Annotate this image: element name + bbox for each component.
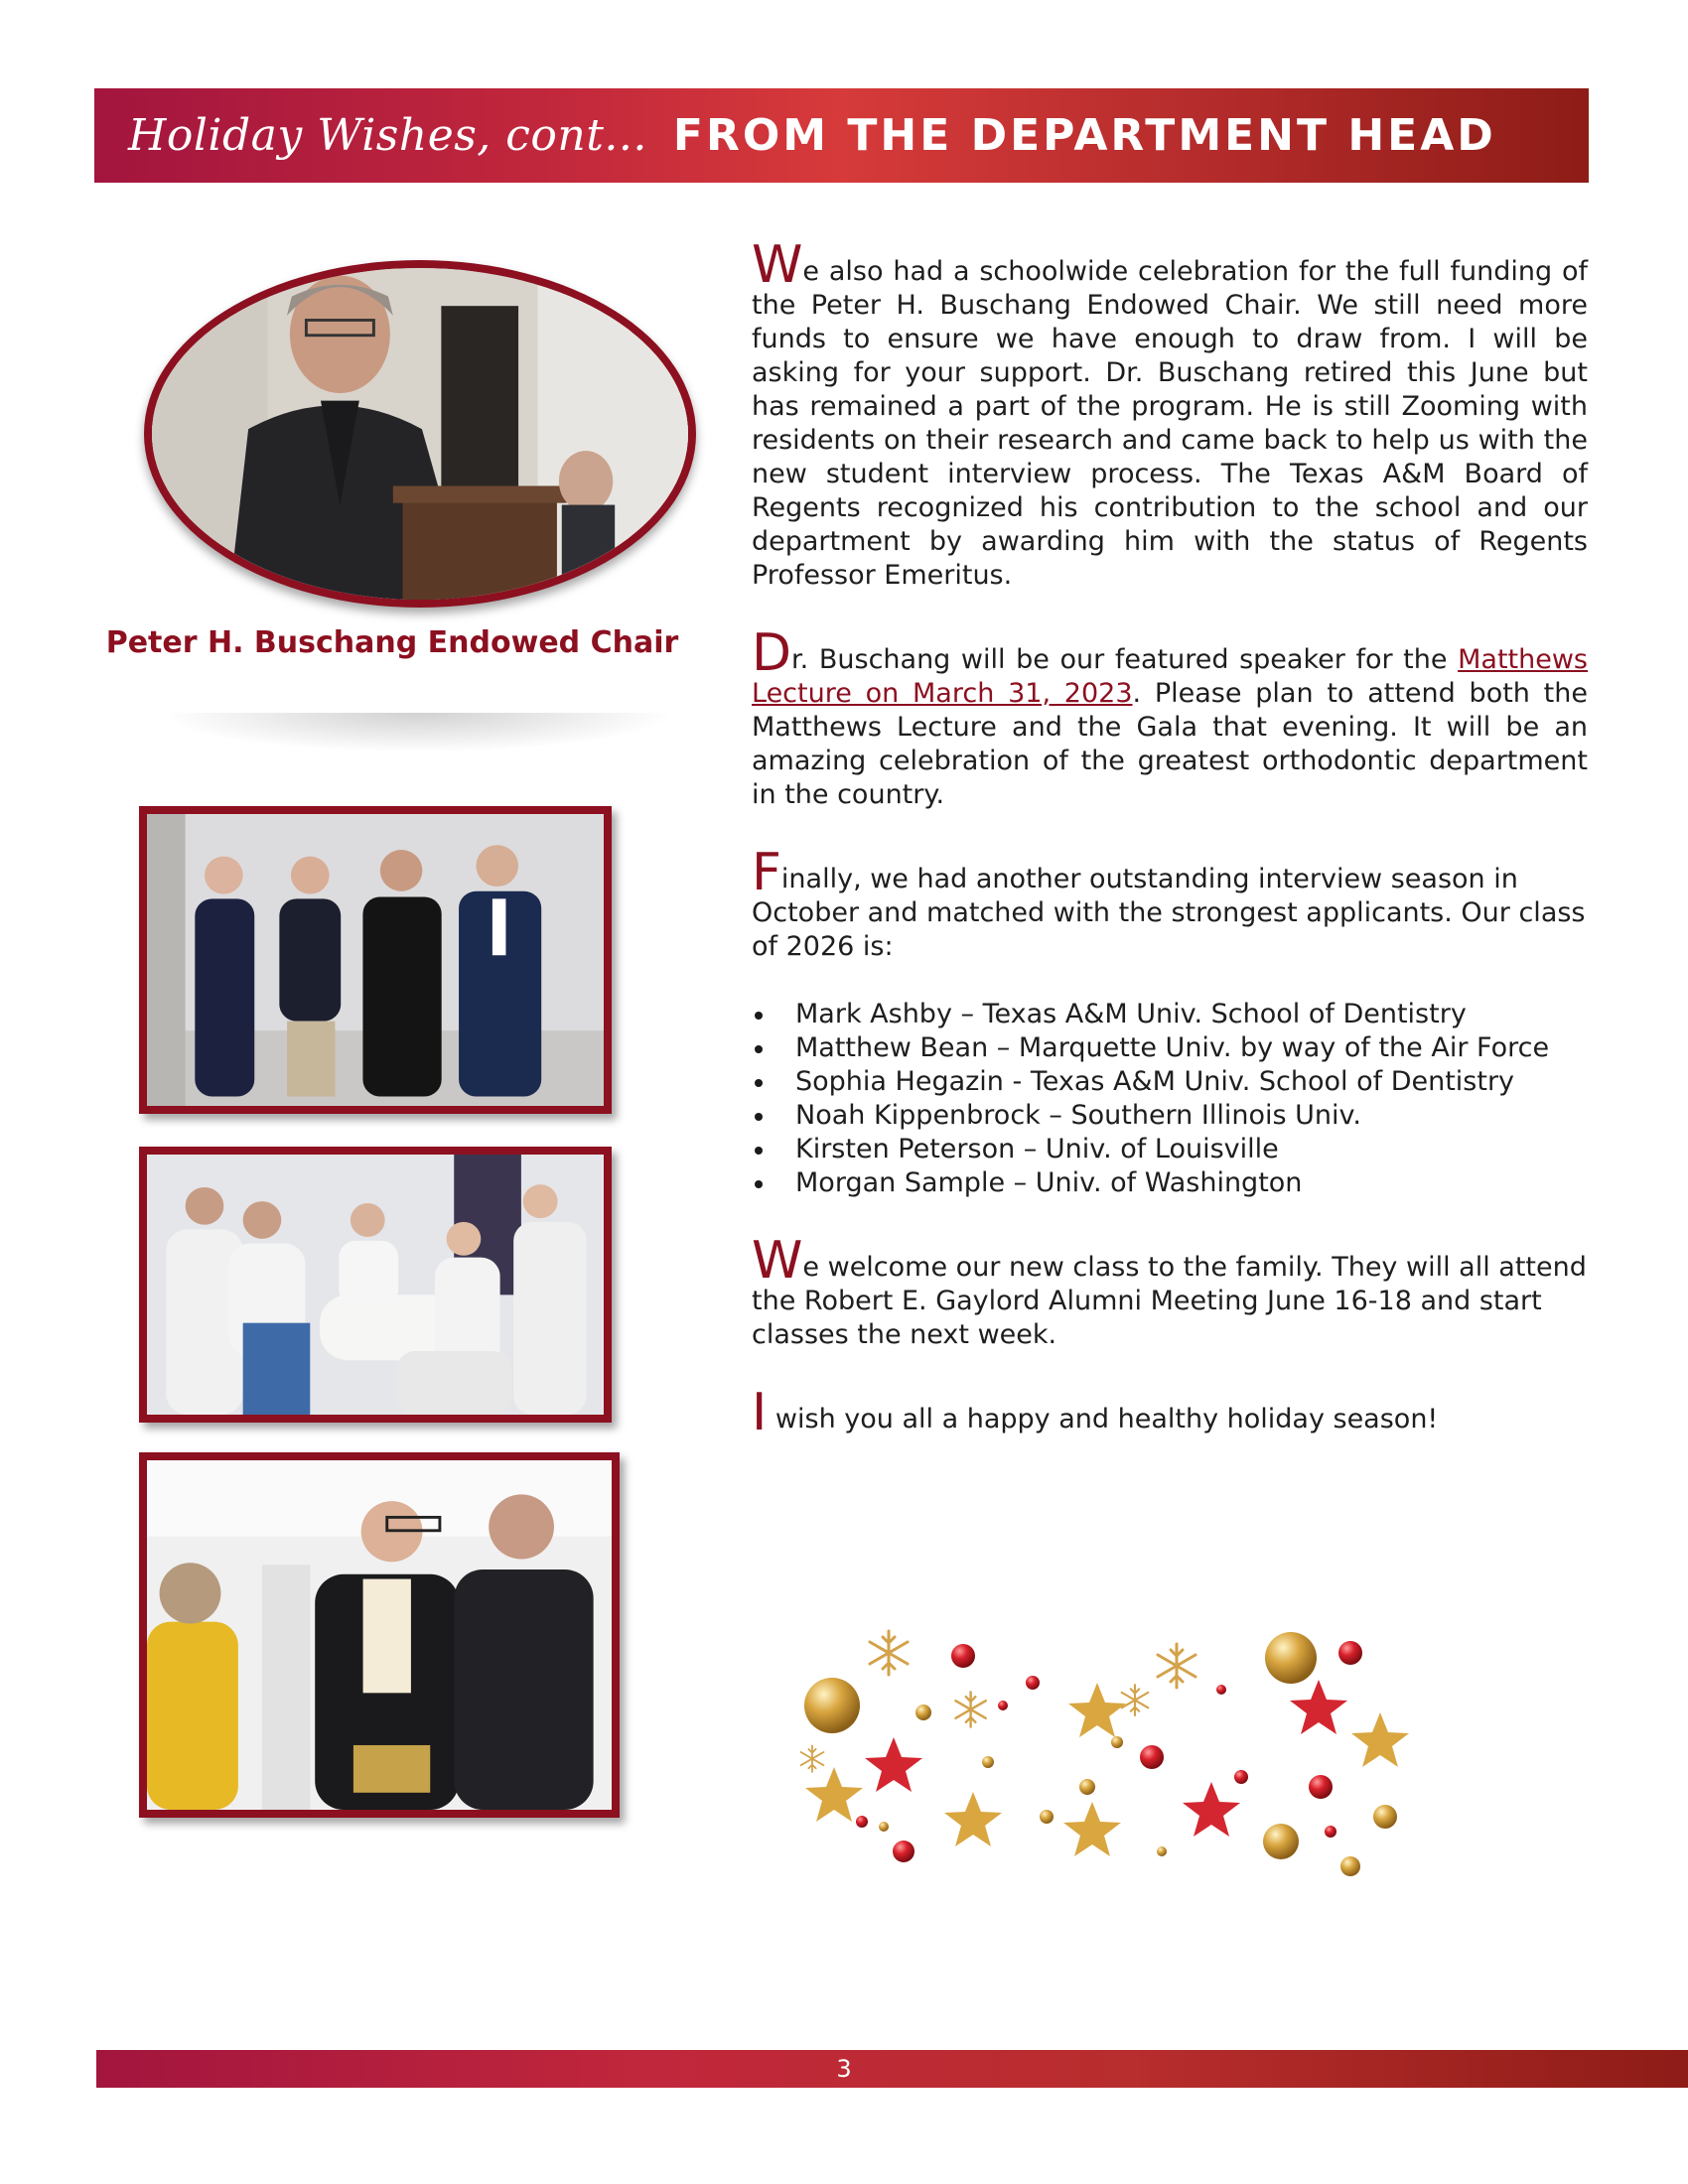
gold-ball-icon [1373,1805,1397,1829]
drop-cap: W [752,1231,803,1291]
residents-seated-photo [139,1147,612,1423]
list-item: Noah Kippenbrock – Southern Illinois Univ. [752,1099,1588,1133]
paragraph-matthews-lecture [752,623,1588,812]
red-ball-icon [893,1841,914,1862]
decorative-shadow [159,713,675,752]
matthews-lecture-link[interactable]: Matthews Lecture on March 31, 2023 [752,644,1588,709]
drop-cap: I [752,1383,768,1442]
paragraph-interview-season [752,843,1588,964]
buschang-conversation-photo [139,1452,620,1818]
red-star-icon [865,1737,922,1792]
red-ball-icon [1309,1775,1333,1799]
snowflake-icon [1122,1685,1149,1715]
gold-ball-icon [1340,1856,1360,1876]
paragraph-endowed-chair [752,235,1588,593]
banner-title: FROM THE DEPARTMENT HEAD [672,110,1496,161]
gold-star-icon [1063,1802,1121,1856]
paragraph-text: r. Buschang will be our featured speaker for the [791,644,1459,675]
list-item: Sophia Hegazin - Texas A&M Univ. School of Dentistry [752,1065,1588,1099]
article-body [752,235,1588,1480]
red-star-icon [1183,1782,1240,1837]
gold-star-icon [944,1792,1002,1846]
red-star-icon [1290,1680,1347,1734]
drop-cap: F [752,843,781,902]
drop-cap: D [752,623,792,683]
gold-ball-icon [1265,1632,1317,1684]
paragraph-text: e welcome our new class to the family. They will all attend the Robert E. Gaylord Alumni Meeting June 16-18 and start classes the next week. [752,1252,1587,1350]
drop-cap: W [752,235,803,295]
paragraph-text: inally, we had another outstanding interview season in October and matched with the strongest applicants. Our class of 2026 is: [752,864,1586,962]
paragraph-text: wish you all a happy and healthy holiday season! [767,1404,1439,1434]
snowflake-icon [870,1631,908,1675]
holiday-ornaments-decoration [794,1618,1430,1886]
list-item: Matthew Bean – Marquette Univ. by way of the Air Force [752,1031,1588,1065]
banner-script-text: Holiday Wishes, cont... [128,110,647,161]
snowflake-icon [1158,1644,1196,1688]
red-ball-icon [951,1644,975,1668]
oval-photo-caption: Peter H. Buschang Endowed Chair [105,625,679,660]
list-item: Morgan Sample – Univ. of Washington [752,1166,1588,1200]
gold-ball-icon [1263,1824,1299,1859]
snowflake-icon [801,1745,824,1771]
gold-star-icon [805,1767,863,1822]
paragraph-holiday-wish [752,1383,1588,1442]
gold-star-icon [1351,1712,1409,1767]
list-item: Kirsten Peterson – Univ. of Louisville [752,1133,1588,1166]
red-ball-icon [1338,1641,1362,1665]
snowflake-icon [955,1692,985,1726]
ornaments-graphic [794,1618,1430,1886]
paragraph-text: e also had a schoolwide celebration for the full funding of the Peter H. Buschang Endowed Chair. We still need more funds to ensure we have enough to draw from. I will be asking for your support. Dr. Buschang retired this June but has remained a part of the program. He is still Zooming with residents on their research and came back to help us with the new student interview process. The Texas A&M Board of Regents recognized his contribution to the school and our department by awarding him with the status of Regents Professor Emeritus. [752,256,1588,591]
red-ball-icon [1140,1745,1164,1769]
page-number: 3 [836,2055,852,2083]
gold-star-icon [1068,1683,1126,1737]
list-item: Mark Ashby – Texas A&M Univ. School of Dentistry [752,998,1588,1031]
buschang-podium-photo [144,260,696,608]
paragraph-text: . Please plan to attend both the Matthews Lecture and the Gala that evening. It will be an amazing celebration of the greatest orthodontic department in the country. [752,678,1588,810]
gold-ball-icon [804,1678,860,1733]
group-photo-four-men [139,806,612,1114]
paragraph-welcome [752,1231,1588,1352]
header-banner [94,88,1589,183]
class-of-2026-list [752,998,1588,1200]
